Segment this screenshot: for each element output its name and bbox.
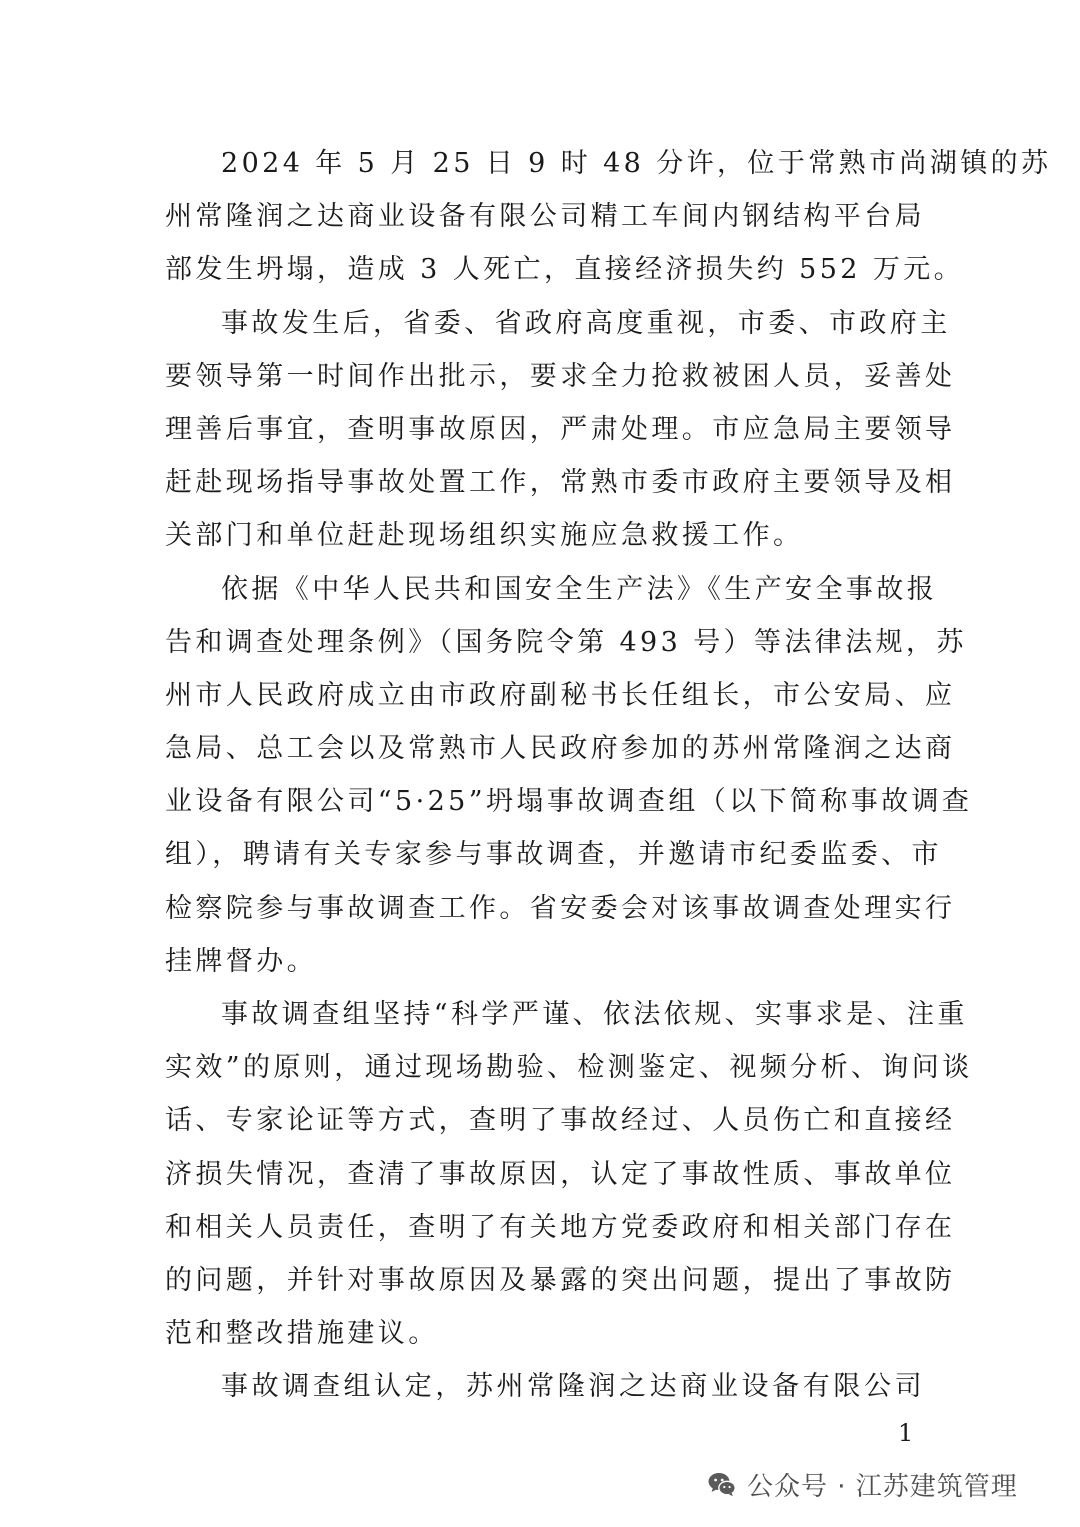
paragraph-4-line-5: 和相关人员责任，查明了有关地方党委政府和相关部门存在	[165, 1211, 956, 1243]
wechat-icon	[707, 1469, 737, 1499]
paragraph-2-line-1: 事故发生后，省委、省政府高度重视，市委、市政府主	[221, 307, 951, 339]
paragraph-2-line-5: 关部门和单位赶赴现场组织实施应急救援工作。	[165, 520, 804, 552]
wechat-account-badge[interactable]	[707, 1462, 1018, 1506]
paragraph-4-line-1: 事故调查组坚持“科学严谨、依法依规、实事求是、注重	[221, 999, 968, 1030]
paragraph-4-line-7: 范和整改措施建议。	[165, 1318, 439, 1350]
paragraph-3-line-7: 检察院参与事故调查工作。省安委会对该事故调查处理实行	[165, 892, 956, 924]
wechat-account-label: 公众号 · 江苏建筑管理	[747, 1471, 1018, 1502]
paragraph-3-line-3: 州市人民政府成立由市政府副秘书长任组长，市公安局、应	[165, 679, 956, 711]
paragraph-4-line-2: 实效”的原则，通过现场勘验、检测鉴定、视频分析、询问谈	[165, 1052, 973, 1084]
document-body	[165, 137, 1052, 1414]
paragraph-3-line-4: 急局、总工会以及常熟市人民政府参加的苏州常隆润之达商	[165, 733, 956, 765]
paragraph-3-line-5: 业设备有限公司“5·25”坍塌事故调查组（以下简称事故调查	[165, 786, 973, 818]
paragraph-2-line-3: 理善后事宜，查明事故原因，严肃处理。市应急局主要领导	[165, 413, 956, 445]
paragraph-3-line-8: 挂牌督办。	[165, 945, 317, 977]
paragraph-4-line-6: 的问题，并针对事故原因及暴露的突出问题，提出了事故防	[165, 1264, 956, 1296]
paragraph-4-line-4: 济损失情况，查清了事故原因，认定了事故性质、事故单位	[165, 1158, 956, 1190]
paragraph-4-line-3: 话、专家论证等方式，查明了事故经过、人员伤亡和直接经	[165, 1105, 956, 1137]
paragraph-3-line-6: 组），聘请有关专家参与事故调查，并邀请市纪委监委、市	[165, 839, 942, 871]
paragraph-1-line-2: 州常隆润之达商业设备有限公司精工车间内钢结构平台局	[165, 201, 925, 233]
paragraph-3-line-1: 依据《中华人民共和国安全生产法》《生产安全事故报	[221, 573, 938, 605]
paragraph-1-line-3: 部发生坍塌，造成 3 人死亡，直接经济损失约 552 万元。	[165, 254, 965, 286]
paragraph-2-line-2: 要领导第一时间作出批示，要求全力抢救被困人员，妥善处	[165, 360, 956, 392]
paragraph-2-line-4: 赶赴现场指导事故处置工作，常熟市委市政府主要领导及相	[165, 467, 956, 499]
page-number: 1	[898, 1419, 914, 1447]
paragraph-1-line-1: 2024 年 5 月 25 日 9 时 48 分许，位于常熟市尚湖镇的苏	[221, 148, 1052, 179]
paragraph-3-line-2: 告和调查处理条例》（国务院令第 493 号）等法律法规，苏	[165, 626, 967, 658]
paragraph-5-line-1: 事故调查组认定，苏州常隆润之达商业设备有限公司	[221, 1371, 925, 1403]
